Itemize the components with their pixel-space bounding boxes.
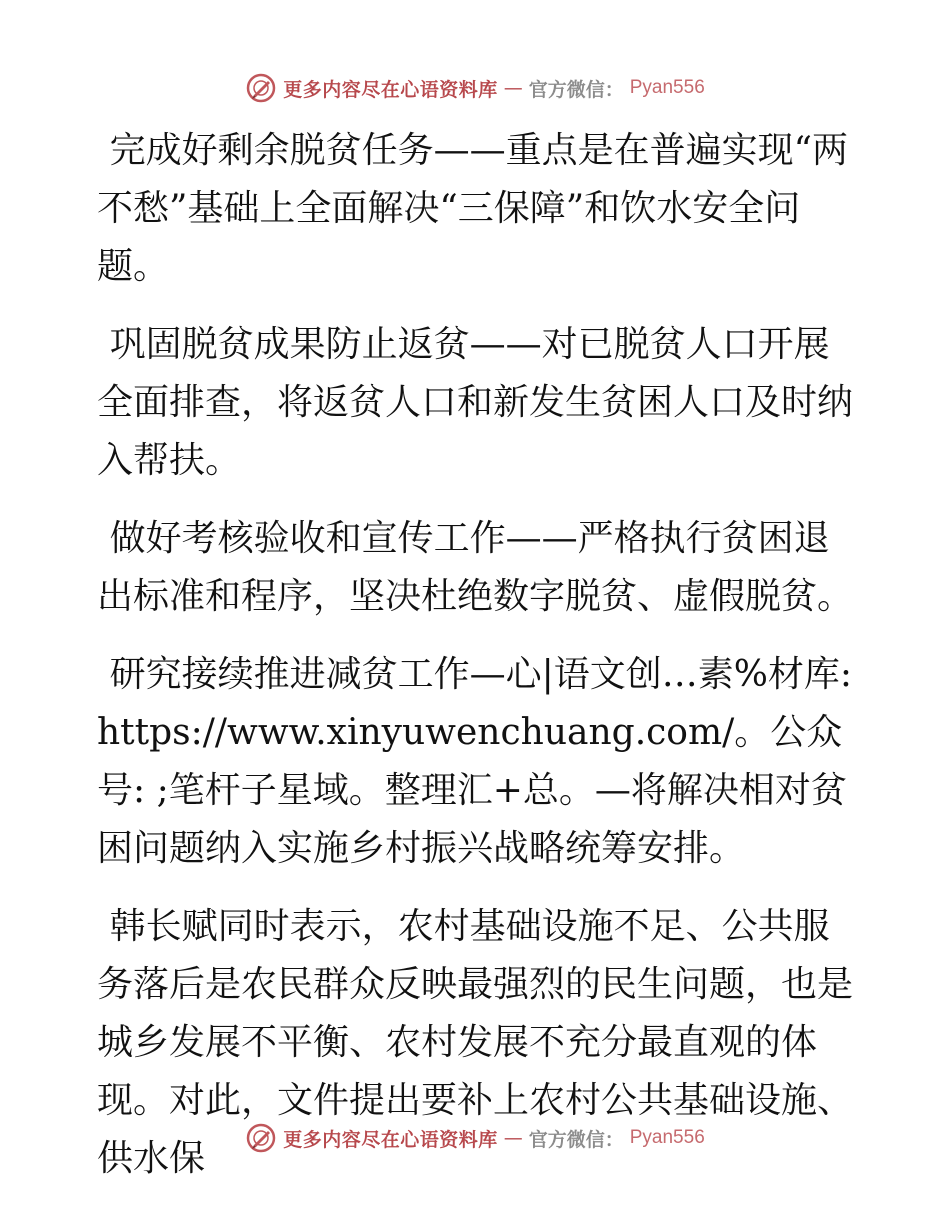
paragraph-4: 研究接续推进减贫工作—心|语文创…素%材库: https://www.xinyuwenchuang.com/。公众号: ;笔杆子星域。整理汇+总。—将解决相对贫困问题纳入实施乡村振兴战略统筹安排。 — [97, 654, 853, 869]
pen-logo-icon — [245, 1122, 277, 1154]
footer-banner — [0, 1122, 950, 1154]
banner-wechat-label: 官方微信： — [528, 1128, 624, 1151]
paragraph-5: 韩长赋同时表示，农村基础设施不足、公共服务落后是农民群众反映最强烈的民生问题，也是城乡发展不平衡、农村发展不充分最直观的体现。对此，文件提出要补上农村公共基础设施、供水保 — [97, 906, 854, 1179]
banner-main-text: 更多内容尽在心语资料库 — [283, 1128, 498, 1151]
paragraph-1: 完成好剩余脱贫任务——重点是在普遍实现“两不愁”基础上全面解决“三保障”和饮水安全问题。 — [97, 130, 848, 287]
banner-wechat-id: Pyan556 — [629, 77, 705, 98]
banner-main-text: 更多内容尽在心语资料库 — [283, 78, 498, 101]
paragraph-3: 做好考核验收和宣传工作——严格执行贫困退出标准和程序，坚决杜绝数字脱贫、虚假脱贫。 — [97, 518, 854, 617]
banner-wechat-id: Pyan556 — [629, 1127, 705, 1148]
header-banner — [0, 72, 950, 104]
banner-dash: — — [503, 77, 523, 99]
banner-dash: — — [503, 1127, 523, 1149]
banner-wechat-label: 官方微信： — [528, 78, 624, 101]
document-body — [97, 122, 857, 1208]
paragraph-2: 巩固脱贫成果防止返贫——对已脱贫人口开展全面排查，将返贫人口和新发生贫困人口及时纳入帮扶。 — [97, 324, 854, 481]
pen-logo-icon — [245, 72, 277, 104]
